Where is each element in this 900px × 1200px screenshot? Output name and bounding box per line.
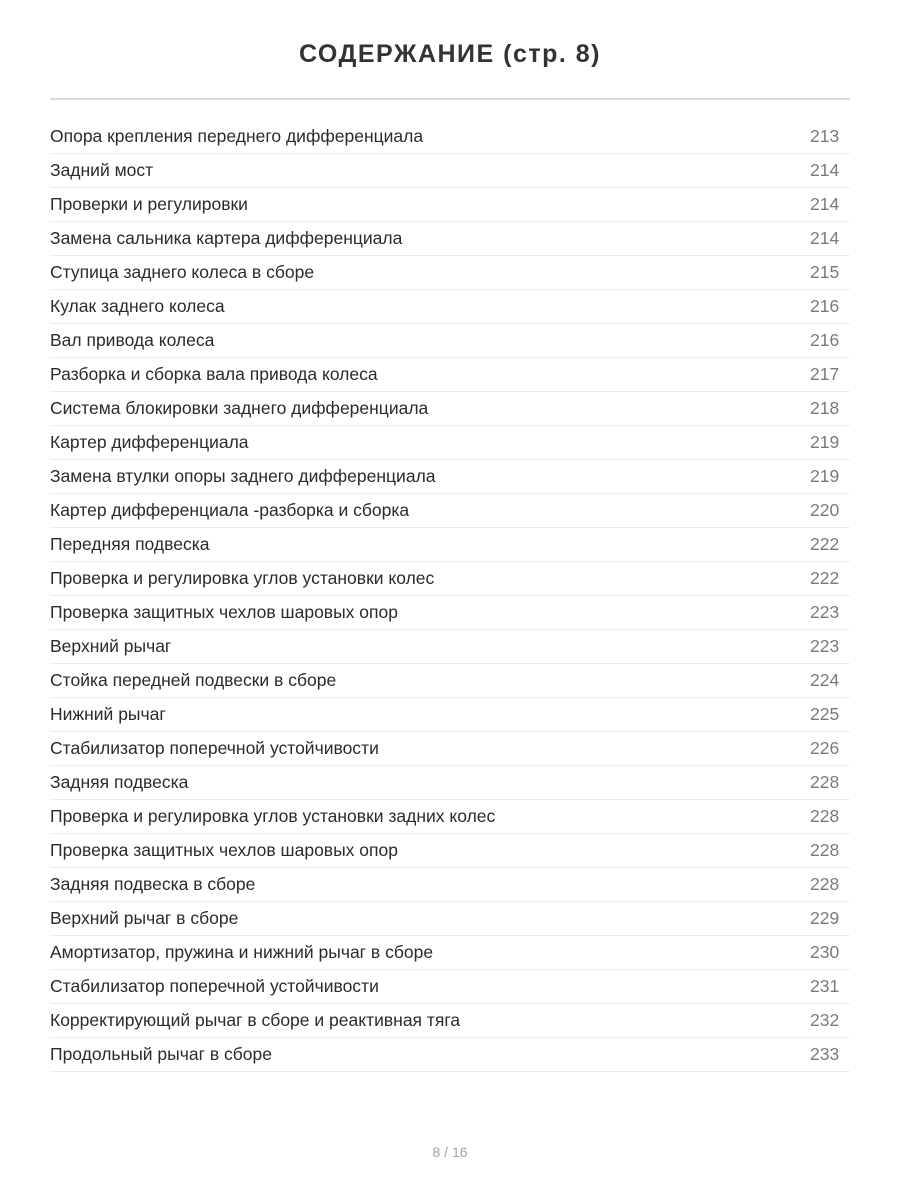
- toc-page-number: 217: [810, 364, 840, 384]
- toc-page-number: 214: [810, 160, 840, 180]
- toc-page-number: 214: [810, 194, 840, 214]
- toc-row[interactable]: [50, 766, 850, 800]
- toc-entry-label: Проверка и регулировка углов установки задних колес: [50, 806, 496, 826]
- toc-entry-label: Проверка защитных чехлов шаровых опор: [50, 840, 398, 860]
- toc-page-number: 215: [810, 262, 840, 282]
- toc-entry-label: Картер дифференциала -разборка и сборка: [50, 500, 410, 520]
- toc-entry-label: Стабилизатор поперечной устойчивости: [50, 738, 379, 758]
- toc-page-number: 225: [810, 704, 840, 724]
- toc-entry-label: Продольный рычаг в сборе: [50, 1044, 272, 1064]
- toc-page-number: 222: [810, 534, 840, 554]
- toc-list: [50, 120, 850, 1072]
- toc-entry-label: Задняя подвеска: [50, 772, 189, 792]
- toc-row[interactable]: [50, 630, 850, 664]
- toc-entry-label: Вал привода колеса: [50, 330, 215, 350]
- toc-entry-label: Разборка и сборка вала привода колеса: [50, 364, 378, 384]
- toc-entry-label: Картер дифференциала: [50, 432, 249, 452]
- toc-row[interactable]: [50, 358, 850, 392]
- toc-page-number: 214: [810, 228, 840, 248]
- toc-entry-label: Система блокировки заднего дифференциала: [50, 398, 429, 418]
- toc-entry-label: Проверка защитных чехлов шаровых опор: [50, 602, 398, 622]
- toc-entry-label: Задняя подвеска в сборе: [50, 874, 256, 894]
- toc-row[interactable]: [50, 426, 850, 460]
- toc-entry-label: Опора крепления переднего дифференциала: [50, 126, 424, 146]
- toc-row[interactable]: [50, 324, 850, 358]
- toc-page-number: 222: [810, 568, 840, 588]
- toc-page-number: 223: [810, 602, 840, 622]
- toc-row[interactable]: [50, 528, 850, 562]
- toc-row[interactable]: [50, 834, 850, 868]
- toc-entry-label: Амортизатор, пружина и нижний рычаг в сборе: [50, 942, 434, 962]
- toc-entry-label: Проверки и регулировки: [50, 194, 248, 214]
- toc-entry-label: Верхний рычаг: [50, 636, 172, 656]
- toc-row[interactable]: [50, 970, 850, 1004]
- toc-row[interactable]: [50, 562, 850, 596]
- toc-page-number: 219: [810, 466, 840, 486]
- toc-row[interactable]: [50, 1004, 850, 1038]
- toc-page-number: 226: [810, 738, 840, 758]
- toc-row[interactable]: [50, 494, 850, 528]
- toc-page-number: 233: [810, 1044, 840, 1064]
- toc-entry-label: Задний мост: [50, 160, 154, 180]
- toc-row[interactable]: [50, 392, 850, 426]
- toc-page-number: 213: [810, 126, 840, 146]
- toc-row[interactable]: [50, 698, 850, 732]
- toc-entry-label: Замена сальника картера дифференциала: [50, 228, 403, 248]
- toc-entry-label: Проверка и регулировка углов установки колес: [50, 568, 435, 588]
- toc-row[interactable]: [50, 1038, 850, 1072]
- toc-entry-label: Ступица заднего колеса в сборе: [50, 262, 315, 282]
- toc-entry-label: Замена втулки опоры заднего дифференциала: [50, 466, 436, 486]
- toc-page-number: 216: [810, 330, 840, 350]
- toc-row[interactable]: [50, 290, 850, 324]
- toc-page-number: 219: [810, 432, 840, 452]
- toc-page-number: 231: [810, 976, 840, 996]
- toc-page-number: 220: [810, 500, 840, 520]
- toc-page-number: 228: [810, 874, 840, 894]
- toc-row[interactable]: [50, 256, 850, 290]
- toc-entry-label: Корректирующий рычаг в сборе и реактивная тяга: [50, 1010, 461, 1030]
- toc-entry-label: Передняя подвеска: [50, 534, 210, 554]
- page-title: СОДЕРЖАНИЕ (стр. 8): [298, 40, 602, 68]
- toc-entry-label: Кулак заднего колеса: [50, 296, 225, 316]
- page-counter: 8 / 16: [432, 1144, 468, 1160]
- toc-entry-label: Стойка передней подвески в сборе: [50, 670, 337, 690]
- toc-row[interactable]: [50, 188, 850, 222]
- toc-row[interactable]: [50, 800, 850, 834]
- title-divider: [50, 98, 850, 100]
- toc-row[interactable]: [50, 222, 850, 256]
- toc-entry-label: Нижний рычаг: [50, 704, 166, 724]
- toc-row[interactable]: [50, 902, 850, 936]
- toc-row[interactable]: [50, 120, 850, 154]
- toc-page-number: 229: [810, 908, 840, 928]
- toc-entry-label: Верхний рычаг в сборе: [50, 908, 239, 928]
- toc-page-number: 228: [810, 772, 840, 792]
- toc-row[interactable]: [50, 460, 850, 494]
- toc-entry-label: Стабилизатор поперечной устойчивости: [50, 976, 379, 996]
- toc-row[interactable]: [50, 596, 850, 630]
- toc-row[interactable]: [50, 664, 850, 698]
- toc-page-number: 232: [810, 1010, 840, 1030]
- toc-page-number: 228: [810, 806, 840, 826]
- toc-row[interactable]: [50, 936, 850, 970]
- toc-page-number: 216: [810, 296, 840, 316]
- toc-page-number: 228: [810, 840, 840, 860]
- toc-row[interactable]: [50, 732, 850, 766]
- toc-page-number: 218: [810, 398, 840, 418]
- toc-row[interactable]: [50, 154, 850, 188]
- toc-page-number: 224: [810, 670, 840, 690]
- toc-page-number: 223: [810, 636, 840, 656]
- toc-page-number: 230: [810, 942, 840, 962]
- toc-row[interactable]: [50, 868, 850, 902]
